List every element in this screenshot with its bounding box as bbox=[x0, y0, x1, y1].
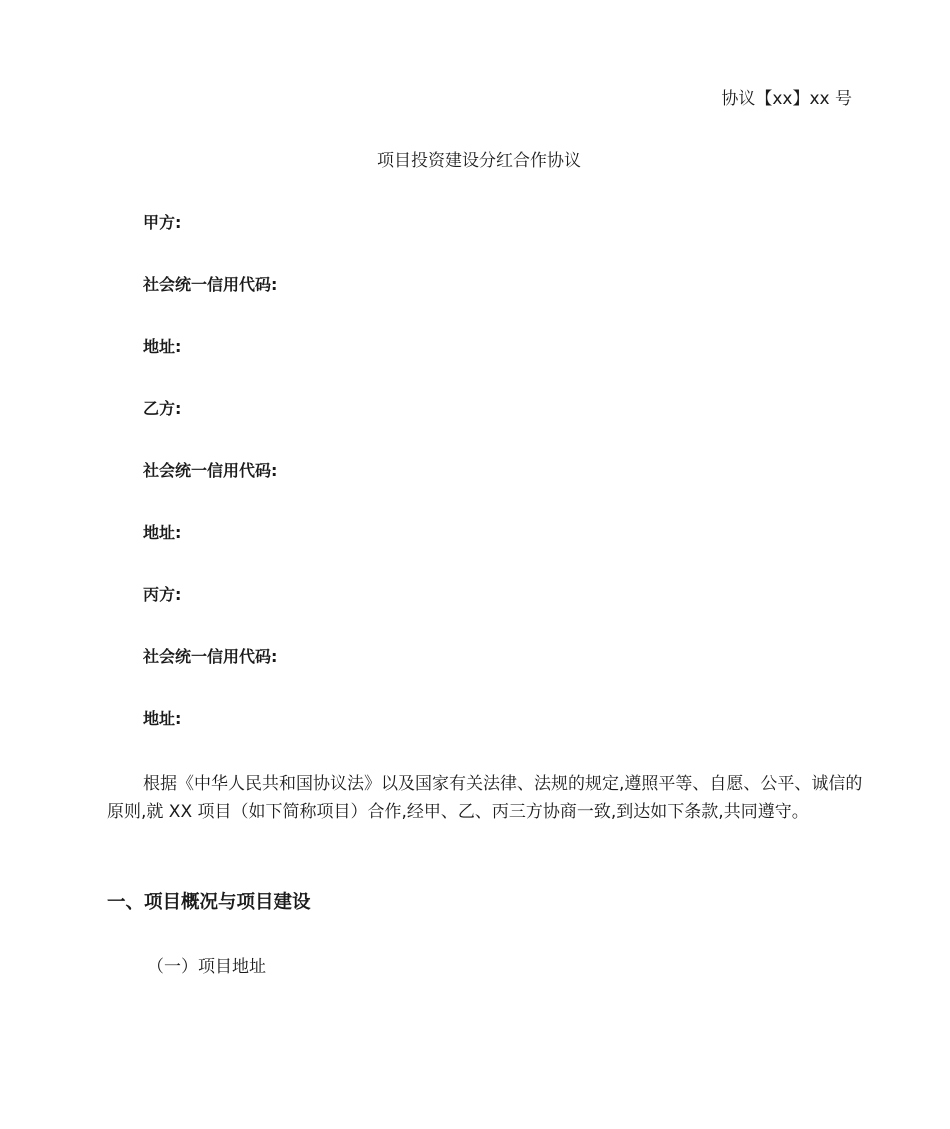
party-c-label: 丙方: bbox=[143, 585, 182, 604]
party-c-address-label: 地址: bbox=[143, 709, 182, 728]
subsection-heading: （一）项目地址 bbox=[147, 957, 266, 977]
party-b-address-label: 地址: bbox=[143, 523, 182, 542]
intro-paragraph: 根据《中华人民共和国协议法》以及国家有关法律、法规的规定,遵照平等、自愿、公平、诚信的原则,就 XX 项目（如下简称项目）合作,经甲、乙、丙三方协商一致,到达如下条款,共同遵守。 bbox=[107, 774, 863, 822]
document-title: 项目投资建设分红合作协议 bbox=[377, 151, 581, 171]
document-number: 协议【xx】xx 号 bbox=[721, 89, 852, 109]
party-b-credit-code-label: 社会统一信用代码: bbox=[143, 461, 278, 480]
party-a-address-label: 地址: bbox=[143, 337, 182, 356]
party-a-label: 甲方: bbox=[143, 213, 182, 232]
party-c-credit-code-label: 社会统一信用代码: bbox=[143, 647, 278, 666]
section-heading: 一、项目概况与项目建设 bbox=[107, 892, 311, 913]
party-a-credit-code-label: 社会统一信用代码: bbox=[143, 275, 278, 294]
party-b-label: 乙方: bbox=[143, 399, 182, 418]
